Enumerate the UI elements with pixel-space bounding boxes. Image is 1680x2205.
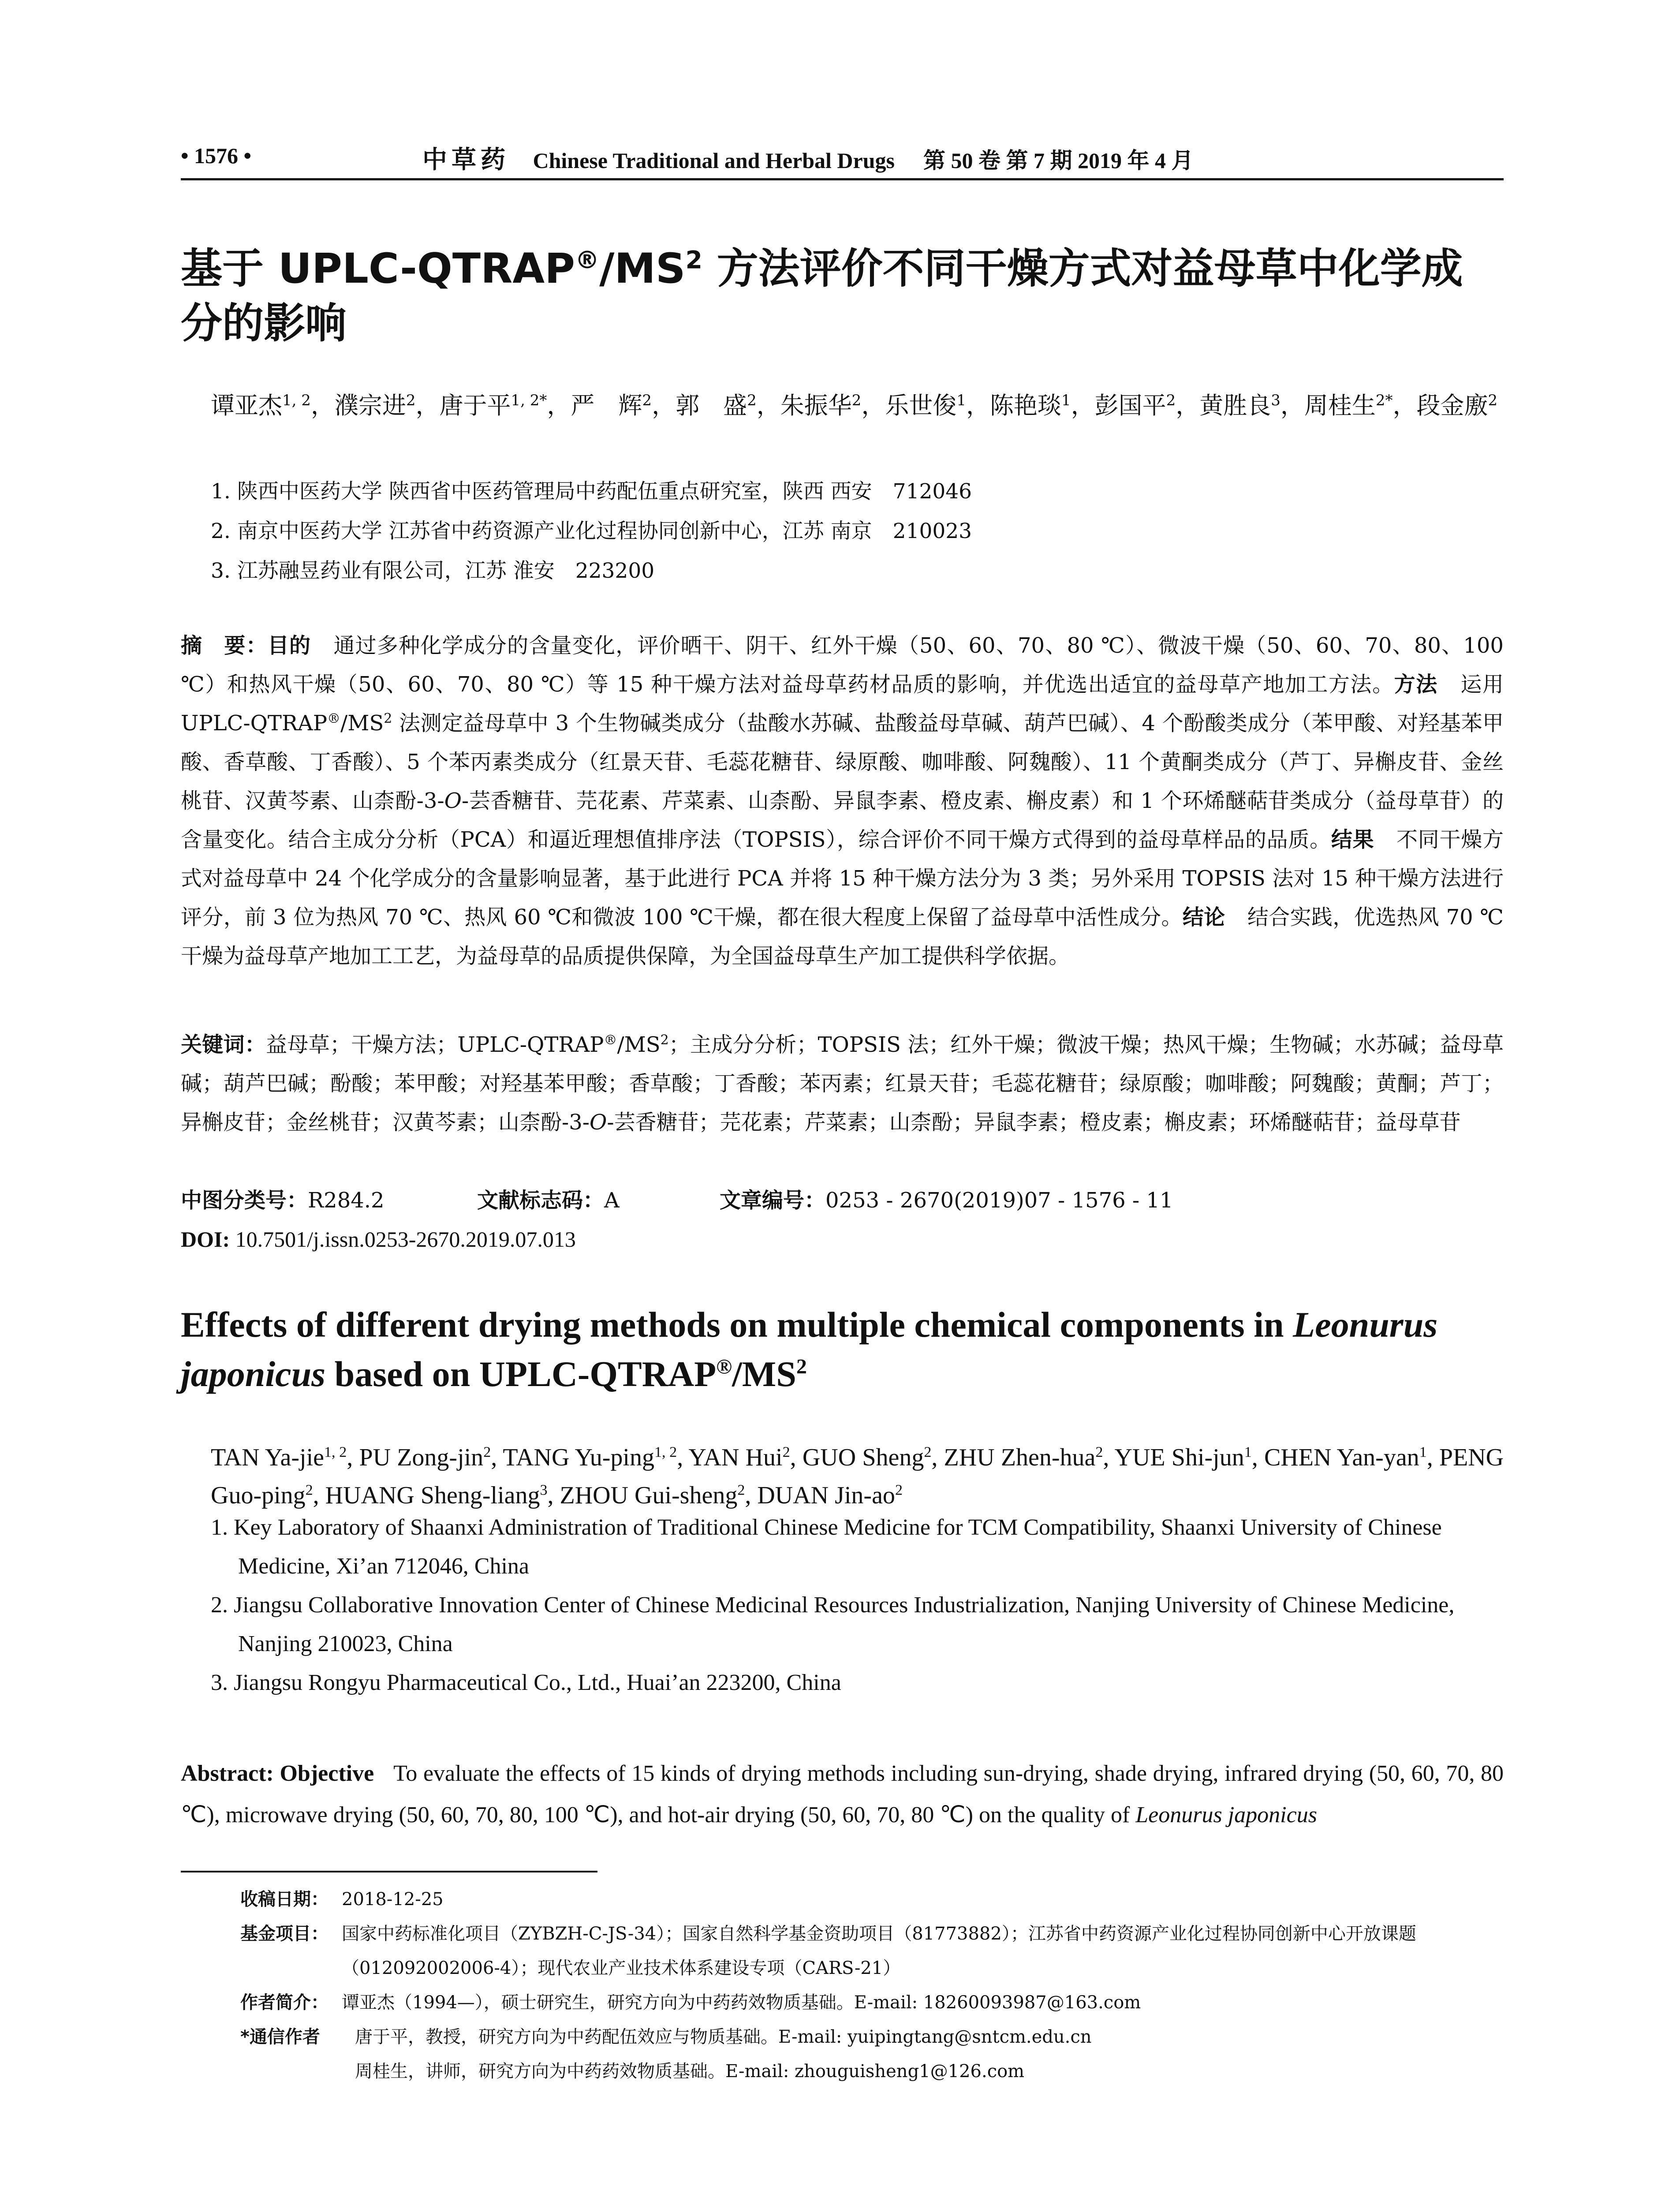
results-label: 结果 (1331, 827, 1374, 852)
author-name: 黄胜良 (1199, 392, 1271, 419)
author-en (211, 1444, 347, 1471)
keywords-italic-o: O (589, 1110, 607, 1135)
author-affiliation-mark: 1 (1419, 1444, 1427, 1461)
author-name: 濮宗进 (334, 392, 406, 419)
corresponding-1: 唐于平，教授，研究方向为中药配伍效应与物质基础。E-mail: yuipingtang@sntcm.edu.cn (355, 2027, 1092, 2047)
author-affiliation-mark: 2 (1166, 392, 1176, 409)
footnote-received (240, 1882, 1506, 1917)
author-affiliation-mark: 2 (406, 392, 416, 409)
methods-text-pre: 运用 UPLC-QTRAP (181, 672, 1504, 736)
author-affiliation-mark: 2 (747, 392, 757, 409)
footnote-fund (240, 1917, 1506, 1985)
author-affiliation-mark: 1 (1061, 392, 1071, 409)
author-name: CHEN Yan-yan (1264, 1444, 1419, 1471)
title-en-part3: /MS (732, 1354, 796, 1394)
author-name: GUO Sheng (802, 1444, 924, 1471)
author-affiliation-mark: 1, 2 (654, 1444, 677, 1461)
author-affiliation-mark: 2 (305, 1482, 313, 1499)
author-bio-label: 作者简介： (240, 1992, 329, 2013)
registered-mark: ® (604, 1032, 617, 1048)
author-name: 乐世俊 (885, 392, 957, 419)
methods-label: 方法 (1394, 672, 1438, 697)
affiliation-en-item: 1. Key Laboratory of Shaanxi Administration of Traditional Chinese Medicine for TCM Compatibility, Shaanxi University of Chinese Medicine, Xi’an 712046, China (211, 1515, 1442, 1579)
keywords-pre: 益母草；干燥方法；UPLC-QTRAP (266, 1032, 604, 1057)
keywords-label: 关键词： (181, 1032, 266, 1057)
journal-name-en: Chinese Traditional and Herbal Drugs (533, 148, 895, 173)
affiliation-en-item: 3. Jiangsu Rongyu Pharmaceutical Co., Ltd., Huai’an 223200, China (211, 1670, 841, 1695)
author-cn (1417, 392, 1498, 419)
doi-value: 10.7501/j.issn.0253-2670.2019.07.013 (235, 1227, 576, 1252)
keywords-end: -芸香糖苷；芫花素；芹菜素；山柰酚；异鼠李素；橙皮素；槲皮素；环烯醚萜苷；益母草苷 (607, 1110, 1461, 1135)
objective-text: 通过多种化学成分的含量变化，评价晒干、阴干、红外干燥（50、60、70、80 ℃）、微波干燥（50、60、70、80、100 ℃）和热风干燥（50、60、70、80 ℃）等 15 种干燥方法对益母草药材品质的影响，并优选出适宜的益母草产地加工方法。 (181, 633, 1504, 697)
title-en-part2: based on UPLC-QTRAP (325, 1354, 717, 1394)
title-cn (181, 242, 1504, 351)
conclusion-label: 结论 (1182, 905, 1225, 930)
abstract-en-species: Leonurus japonicus (1135, 1802, 1317, 1828)
author-name: 郭 盛 (676, 392, 747, 419)
footnote-corresponding (240, 2020, 1506, 2089)
author-name: 段金廒 (1416, 392, 1488, 419)
author-en (803, 1444, 932, 1471)
doc-code-label: 文献标志码： (477, 1188, 605, 1213)
affiliation-cn-item: 3. 江苏融昱药业有限公司，江苏 淮安 223200 (211, 559, 655, 583)
abstract-en (181, 1753, 1504, 1836)
author-en (359, 1444, 491, 1471)
author-cn (211, 392, 311, 419)
doi-row (181, 1220, 1504, 1259)
author-name: TAN Ya-jie (211, 1444, 325, 1471)
author-affiliation-mark: 3 (1271, 392, 1281, 409)
author-name: TANG Yu-ping (503, 1444, 654, 1471)
objective-label: 目的 (267, 633, 311, 658)
author-en (503, 1444, 677, 1471)
author-en (560, 1482, 745, 1509)
conclusion-text: 结合实践，优选热风 70 ℃干燥为益母草产地加工工艺，为益母草的品质提供保障，为全国益母草生产加工提供科学依据。 (181, 905, 1504, 968)
methods-text-ms: /MS (340, 711, 384, 736)
author-name: 谭亚杰 (211, 392, 282, 419)
author-affiliation-mark: 2 (924, 1444, 932, 1461)
footnotes (240, 1882, 1506, 2089)
author-name: DUAN Jin-ao (757, 1482, 895, 1509)
author-cn (440, 392, 547, 419)
journal-name-cn: 中草药 (422, 146, 510, 174)
keywords-mid: ；主成分分析；TOPSIS 法；红外干燥；微波干燥；热风干燥；生物碱；水苏碱；益母草碱；葫芦巴碱；酚酸；苯甲酸；对羟基苯甲酸；香草酸；丁香酸；苯丙素；红景天苷；毛蕊花糖苷；绿原酸；咖啡酸；阿魏酸；黄酮；芦丁；异槲皮苷；金丝桃苷；汉黄芩素；山柰酚-3- (181, 1032, 1504, 1135)
author-en (1115, 1444, 1252, 1471)
author-name: 彭国平 (1094, 392, 1166, 419)
methods-text-italic-o: O (444, 789, 462, 813)
corresponding-label: *通信作者 (240, 2027, 320, 2047)
title-cn-part1: 基于 UPLC-QTRAP (181, 245, 575, 293)
title-cn-part3: 方法评价不同干燥方式对益母草中化学成分的影响 (181, 245, 1463, 348)
title-en-part1: Effects of different drying methods on multiple chemical components in (181, 1304, 1293, 1345)
methods-text-end: -芸香糖苷、芫花素、芹菜素、山柰酚、异鼠李素、橙皮素、槲皮素）和 1 个环烯醚萜苷类成分（益母草苷）的含量变化。结合主成分分析（PCA）和逼近理想值排序法（TOPSIS），综合评价不同干燥方式得到的益母草样品的品质。 (181, 789, 1504, 852)
author-affiliation-mark: 1 (1244, 1444, 1252, 1461)
author-en (757, 1482, 903, 1509)
running-header (181, 140, 1504, 180)
author-name: 陈艳琰 (989, 392, 1061, 419)
abstract-en-text: To evaluate the effects of 15 kinds of drying methods including sun-drying, shade drying, infrared drying (50, 60, 70, 80 ℃), microwave drying (50, 60, 70, 80, 100 ℃), and hot-air drying (50, 60, 70, 80 ℃) on the quality of (181, 1761, 1504, 1828)
received-value: 2018-12-25 (342, 1889, 444, 1910)
author-name: 严 辉 (571, 392, 642, 419)
author-name: ZHOU Gui-sheng (560, 1482, 738, 1509)
affiliations-cn (211, 472, 1503, 591)
affiliation-cn-item: 2. 南京中医药大学 江苏省中药资源产业化过程协同创新中心，江苏 南京 210023 (211, 519, 972, 543)
affiliations-en (211, 1508, 1503, 1702)
doi-label: DOI: (181, 1227, 230, 1252)
results-text: 不同干燥方式对益母草中 24 个化学成分的含量影响显著，基于此进行 PCA 并将 15 种干燥方法分为 3 类；另外采用 TOPSIS 法对 15 种干燥方法进行评分，前 3 位为热风 70 ℃、热风 60 ℃和微波 100 ℃干燥，都在很大程度上保留了益母草中活性成分。 (181, 827, 1504, 930)
author-cn (335, 392, 416, 419)
article-no-label: 文章编号： (720, 1188, 826, 1213)
article-no-value: 0253 - 2670(2019)07 - 1576 - 11 (825, 1188, 1173, 1213)
footnote-author (240, 1985, 1506, 2020)
clc-label: 中图分类号： (181, 1188, 308, 1213)
author-affiliation-mark: 2 (642, 392, 652, 409)
abstract-cn (181, 626, 1504, 975)
keywords-ms: /MS (617, 1032, 661, 1057)
corresponding-2: 周桂生，讲师，研究方向为中药药效物质基础。E-mail: zhouguisheng1@126.com (355, 2061, 1025, 2082)
author-cn (1095, 392, 1176, 419)
author-name: PENG Guo-ping (211, 1444, 1504, 1509)
authors-en: TAN Ya-jie$^{1, 2}$, PU Zong-jin$^2$, TANG Yu-ping$^{1, 2}$, YAN Hui$^2$, GUO Sheng$^2$, ZHU Zhen-hua$^2$, YUE Shi-jun$^1$, CHEN Yan-yan$^1$, PENG Guo-ping$^2$, HUANG Sheng-liang$^3$, ZHOU Gui-sheng$^2$, DUAN Jin-$ao^2$ (211, 1444, 1504, 1509)
author-name: YUE Shi-jun (1114, 1444, 1244, 1471)
author-affiliation-mark: 2 (483, 1444, 491, 1461)
author-affiliation-mark: 1, 2* (511, 392, 547, 409)
title-en-species: Leonurus japonicus (181, 1304, 1438, 1394)
author-affiliation-mark: 2 (895, 1482, 903, 1499)
title-cn-part2: /MS (599, 245, 686, 293)
author-affiliation-mark: 1, 2 (324, 1444, 347, 1461)
author-cn (676, 392, 757, 419)
author-affiliation-mark: 1 (956, 392, 966, 409)
author-cn (780, 392, 862, 419)
footnote-rule (181, 1871, 597, 1872)
registered-mark: ® (575, 246, 600, 274)
author-name: 唐于平 (439, 392, 511, 419)
author-affiliation-mark: 3 (540, 1482, 548, 1499)
author-name: ZHU Zhen-hua (944, 1444, 1096, 1471)
author-name: 周桂生 (1304, 392, 1376, 419)
superscript-2: 2 (796, 1355, 807, 1379)
abstract-cn-label: 摘 要： (181, 633, 268, 658)
superscript-2: 2 (660, 1032, 669, 1048)
author-affiliation-mark: 2 (782, 1444, 790, 1461)
journal-issue: 第 50 卷 第 7 期 2019 年 4 月 (923, 148, 1194, 173)
author-cn (990, 392, 1071, 419)
author-cn (1304, 392, 1393, 419)
fund-label: 基金项目： (240, 1924, 329, 1944)
affiliation-cn-item: 1. 陕西中医药大学 陕西省中医药管理局中药配伍重点研究室，陕西 西安 712046 (211, 479, 972, 504)
title-en (181, 1300, 1504, 1399)
keywords-cn (181, 1025, 1504, 1142)
author-affiliation-mark: 2 (1095, 1444, 1103, 1461)
author-en (688, 1444, 790, 1471)
registered-mark: ® (716, 1355, 732, 1379)
author-name: HUANG Sheng-liang (325, 1482, 540, 1509)
clc-value: R284.2 (308, 1188, 385, 1213)
author-name: YAN Hui (688, 1444, 783, 1471)
author-affiliation-mark: 2* (1375, 392, 1393, 409)
journal-line (422, 140, 1193, 176)
superscript-2: 2 (685, 246, 702, 274)
superscript-2: 2 (384, 711, 392, 726)
author-affiliation-mark: 2 (1488, 392, 1498, 409)
abstract-en-label: Abstract: Objective (181, 1761, 374, 1786)
registered-mark: ® (327, 711, 341, 726)
author-cn (1199, 392, 1281, 419)
author-en (944, 1444, 1103, 1471)
classification-row (181, 1181, 1504, 1220)
fund-value: 国家中药标准化项目（ZYBZH-C-JS-34）；国家自然科学基金资助项目（81773882）；江苏省中药资源产业化过程协同创新中心开放课题（012092002006-4）；现代农业产业技术体系建设专项（CARS-21） (342, 1924, 1416, 1978)
author-affiliation-mark: 2 (851, 392, 862, 409)
author-name: 朱振华 (780, 392, 852, 419)
author-cn (885, 392, 966, 419)
page-number: • 1576 • (181, 143, 252, 168)
received-label: 收稿日期： (240, 1889, 329, 1910)
author-en (325, 1482, 548, 1509)
author-en (1264, 1444, 1427, 1471)
doc-code-value: A (604, 1188, 620, 1213)
affiliation-en-item: 2. Jiangsu Collaborative Innovation Center of Chinese Medicinal Resources Industrialization, Nanjing University of Chinese Medicine, Nanjing 210023, China (211, 1592, 1455, 1656)
author-bio-value: 谭亚杰（1994—），硕士研究生，研究方向为中药药效物质基础。E-mail: 18260093987@163.com (342, 1992, 1141, 2013)
methods-text-post: 法测定益母草中 3 个生物碱类成分（盐酸水苏碱、盐酸益母草碱、葫芦巴碱）、4 个酚酸类成分（苯甲酸、对羟基苯甲酸、香草酸、丁香酸）、5 个苯丙素类成分（红景天苷、毛蕊花糖苷、绿原酸、咖啡酸、阿魏酸）、11 个黄酮类成分（芦丁、异槲皮苷、金丝桃苷、汉黄芩素、山柰酚-3- (181, 711, 1504, 813)
authors-cn: 谭亚杰$^{1, 2}$，濮宗进$^2$，唐于平$^{1, 2*}$，严 辉$^2$，郭 盛$^2$，朱振华$^2$，乐世俊$^1$，陈艳琰$^1$，彭国平$^2$，黄胜良$^3$，周桂生$^{2*}$，段金廒$^2$ (211, 392, 1498, 419)
author-affiliation-mark: 2 (737, 1482, 745, 1499)
author-cn (571, 392, 652, 419)
author-name: PU Zong-jin (359, 1444, 484, 1471)
author-affiliation-mark: 1, 2 (282, 392, 311, 409)
